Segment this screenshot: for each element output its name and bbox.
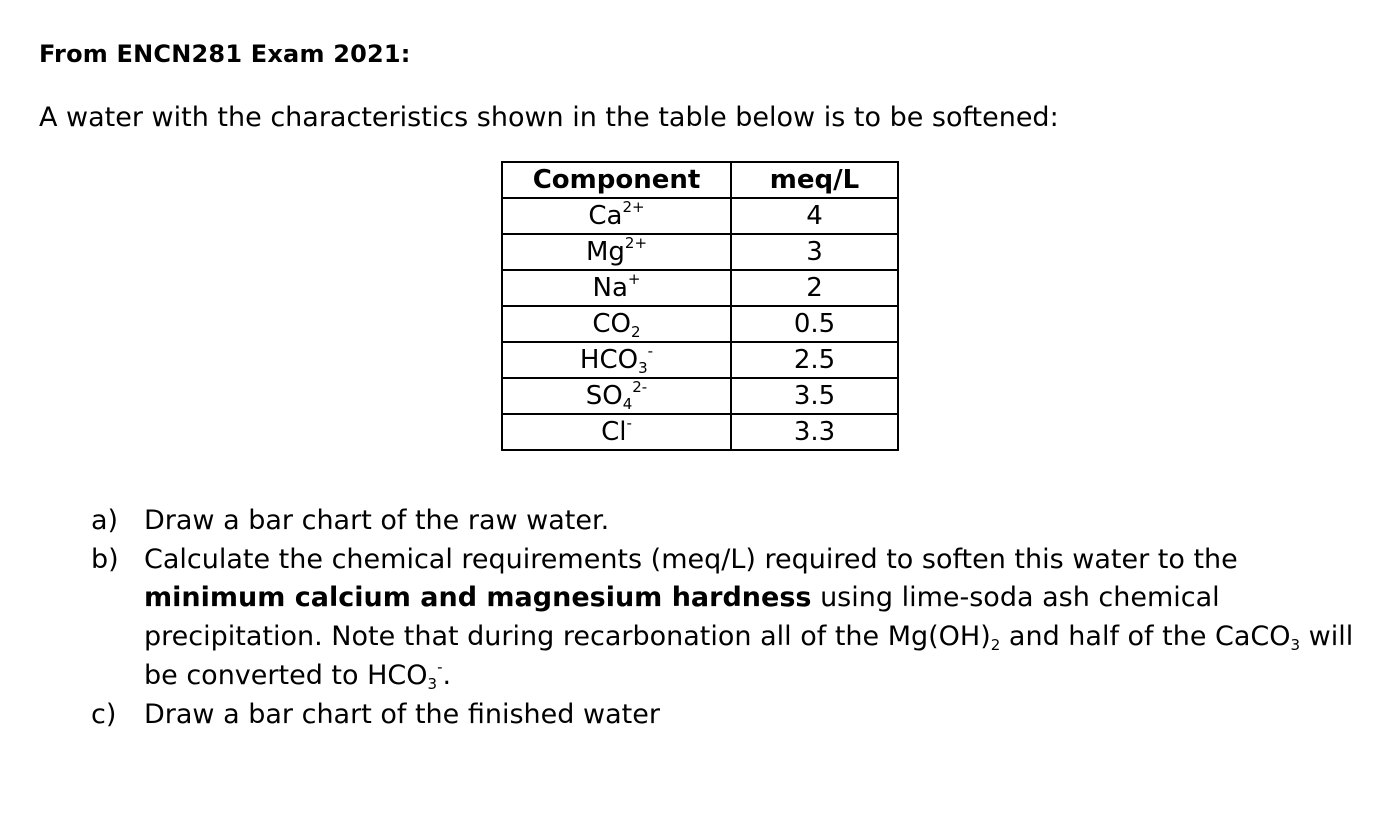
table-row xyxy=(502,414,898,450)
component-sup: 2+ xyxy=(622,198,645,216)
component-sub: 2 xyxy=(631,323,641,341)
component-base: SO xyxy=(585,381,623,411)
value-cell: 0.5 xyxy=(731,306,898,342)
component-cell xyxy=(502,378,731,414)
component-sup: 2+ xyxy=(624,234,648,252)
question-b xyxy=(91,541,1381,696)
question-text: Draw a bar chart of the finished water xyxy=(144,698,660,730)
question-letter: c) xyxy=(91,698,117,730)
component-base: CO xyxy=(592,309,632,339)
question-text-part: using lime-soda ash chemical precipitation. Note that during recarbonation all of the Mg(OH) xyxy=(144,582,1220,653)
value-cell: 3.5 xyxy=(731,378,898,414)
components-table xyxy=(501,161,899,451)
component-sub: 3 xyxy=(638,359,648,377)
value-cell: 3.3 xyxy=(731,414,898,450)
component-cell xyxy=(502,414,731,450)
heading: From ENCN281 Exam 2021: xyxy=(39,40,411,68)
header-component: Component xyxy=(502,162,731,198)
component-base: Na xyxy=(592,273,628,303)
component-cell xyxy=(502,342,731,378)
header-meq-l: meq/L xyxy=(731,162,898,198)
component-cell xyxy=(502,198,731,234)
table-row xyxy=(502,306,898,342)
question-text: Draw a bar chart of the raw water. xyxy=(144,505,610,536)
value-cell: 4 xyxy=(731,198,898,234)
question-c xyxy=(91,696,1381,735)
component-base: HCO xyxy=(579,345,639,375)
component-cell xyxy=(502,270,731,306)
question-a xyxy=(91,502,1381,541)
question-text-part: . xyxy=(442,659,452,691)
question-text xyxy=(144,541,1381,696)
question-bold-text: minimum calcium and magnesium hardness xyxy=(144,582,812,614)
component-base: Ca xyxy=(588,201,623,231)
question-list xyxy=(91,502,1381,734)
formula-superscript: - xyxy=(437,657,443,676)
table-row xyxy=(502,234,898,270)
question-text-part: Calculate the chemical requirements (meq/L) required to soften this water to the xyxy=(144,543,1238,575)
component-sup: + xyxy=(627,270,641,288)
intro-text: A water with the characteristics shown in the table below is to be softened: xyxy=(39,102,1059,133)
table-header-row xyxy=(502,162,898,198)
component-base: Mg xyxy=(585,237,625,267)
formula-subscript: 3 xyxy=(1290,636,1301,655)
value-cell: 2 xyxy=(731,270,898,306)
component-sup: - xyxy=(626,414,632,432)
table-row xyxy=(502,378,898,414)
table-row xyxy=(502,270,898,306)
component-sup: - xyxy=(647,342,654,360)
question-text-part: will be converted to HCO xyxy=(144,621,1354,691)
component-base: Cl xyxy=(601,417,627,447)
component-sub: 4 xyxy=(622,395,633,413)
component-cell xyxy=(502,306,731,342)
question-text-part: and half of the CaCO xyxy=(1000,621,1291,653)
formula-subscript: 3 xyxy=(427,674,438,693)
value-cell: 2.5 xyxy=(731,342,898,378)
formula-subscript: 2 xyxy=(990,636,1001,655)
question-letter: b) xyxy=(91,543,119,575)
value-cell: 3 xyxy=(731,234,898,270)
component-cell xyxy=(502,234,731,270)
table-row xyxy=(502,342,898,378)
question-letter: a) xyxy=(91,505,119,536)
table-row xyxy=(502,198,898,234)
component-sup: 2- xyxy=(632,378,648,396)
